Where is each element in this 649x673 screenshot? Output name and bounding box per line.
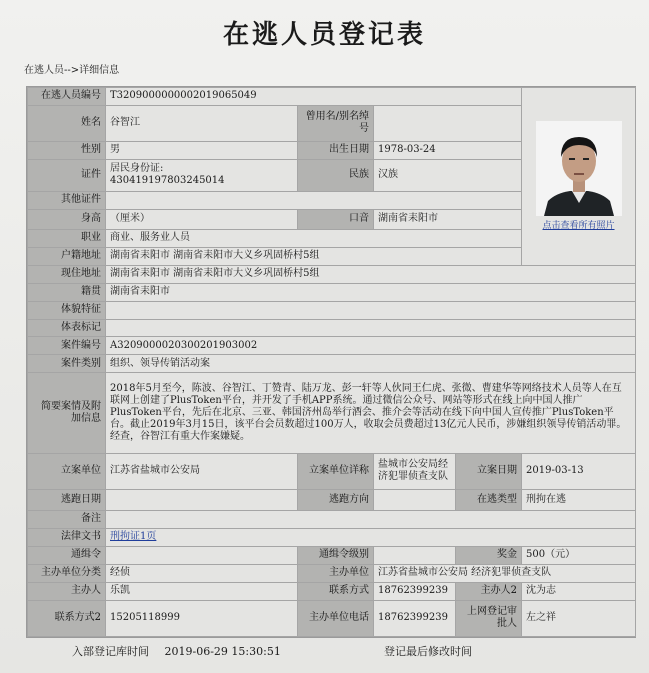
value-case-number: A3209000020300201903002 (106, 337, 636, 355)
value-name: 谷智江 (106, 105, 298, 141)
label-org-phone: 主办单位电话 (298, 600, 374, 636)
value-escape-date (106, 489, 298, 510)
value-summary: 2018年5月至今，陈波、谷智江、丁赞青、陆万龙、彭一轩等人伙同王仁虎、张微、曹建华等网络技术人员等人在互联网上创建了PlusToken平台，并开发了手机APP系统。通过微信公众号、网站等形式在线上向中国人推广PlusToken平台，先后在北京、三亚、韩国济州岛举行酒会、推介会等活动在线下向中国人宣传推广PlusToken平台。截止2019年3月15日，该平台会员数超过100万人，收取会员费超过13亿元人民币，涉嫌组织领导传销活动罪。经查，谷智江有重大作案嫌疑。 (106, 373, 636, 453)
label-wanted: 通缉令 (28, 546, 106, 564)
value-other-cert (106, 191, 522, 209)
value-job: 商业、服务业人员 (106, 229, 522, 247)
label-reward: 奖金 (456, 546, 522, 564)
label-escape-date: 逃跑日期 (28, 489, 106, 510)
value-approver: 左之祥 (522, 600, 636, 636)
label-host2: 主办人2 (456, 582, 522, 600)
label-hukou: 户籍地址 (28, 247, 106, 265)
value-wanted (106, 546, 298, 564)
value-reward: 500（元） (522, 546, 636, 564)
value-body-marks (106, 319, 636, 337)
label-case-unit-detail: 立案单位详称 (298, 453, 374, 489)
label-height: 身高 (28, 209, 106, 229)
label-dob: 出生日期 (298, 141, 374, 159)
label-escape-type: 在逃类型 (456, 489, 522, 510)
label-body-marks: 体表标记 (28, 319, 106, 337)
label-id: 在逃人员编号 (28, 88, 106, 106)
value-contact2: 15205118999 (106, 600, 298, 636)
label-approver: 上网登记审批人 (456, 600, 522, 636)
label-remark: 备注 (28, 510, 106, 528)
page-title: 在逃人员登记表 (222, 20, 426, 50)
label-wanted-grade: 通缉令级别 (298, 546, 374, 564)
value-ethnic: 汉族 (374, 159, 522, 191)
value-case-date: 2019-03-13 (522, 453, 636, 489)
value-dob: 1978-03-24 (374, 141, 522, 159)
label-other-cert: 其他证件 (28, 191, 106, 209)
label-org: 主办单位 (298, 564, 374, 582)
label-accent: 口音 (298, 209, 374, 229)
value-org: 江苏省盐城市公安局 经济犯罪侦查支队 (374, 564, 636, 582)
value-contact1: 18762399239 (374, 582, 456, 600)
value-remark (106, 510, 636, 528)
suspect-portrait[interactable] (536, 121, 622, 216)
label-cert: 证件 (28, 159, 106, 191)
value-features (106, 301, 636, 319)
last-modified (384, 643, 472, 659)
label-legal-doc: 法律文书 (28, 528, 106, 546)
entry-time-label: 入部登记库时间 (72, 645, 149, 658)
label-case-number: 案件编号 (28, 337, 106, 355)
label-name: 姓名 (28, 105, 106, 141)
entry-time-value: 2019-06-29 15:30:51 (164, 645, 281, 658)
value-escape-type: 刑拘在逃 (522, 489, 636, 510)
value-case-unit: 江苏省盐城市公安局 (106, 453, 298, 489)
label-ethnic: 民族 (298, 159, 374, 191)
cert-type: 居民身份证: (110, 163, 164, 175)
value-case-type: 组织、领导传销活动案 (106, 355, 636, 373)
legal-doc-link[interactable]: 刑拘证1页 (110, 531, 157, 543)
view-all-photos-link[interactable]: 点击查看所有照片 (542, 220, 615, 231)
label-contact1: 联系方式 (298, 582, 374, 600)
value-legal-doc (106, 528, 636, 546)
last-modified-label: 登记最后修改时间 (384, 645, 472, 658)
record-table-frame (26, 86, 636, 638)
cert-number: 430419197803245014 (110, 175, 225, 187)
label-contact2: 联系方式2 (28, 600, 106, 636)
entry-time (72, 643, 281, 659)
photo-cell (522, 88, 636, 266)
label-org-type: 主办单位分类 (28, 564, 106, 582)
value-org-phone: 18762399239 (374, 600, 456, 636)
value-escape-direction (374, 489, 456, 510)
value-height: （厘米） (106, 209, 298, 229)
value-cert (106, 159, 298, 191)
value-alias (374, 105, 522, 141)
breadcrumb-link[interactable]: 在逃人员-->详细信息 (24, 65, 120, 76)
label-case-unit: 立案单位 (28, 453, 106, 489)
value-origin: 湖南省耒阳市 (106, 283, 636, 301)
label-case-type: 案件类别 (28, 355, 106, 373)
value-wanted-grade (374, 546, 456, 564)
value-org-type: 经侦 (106, 564, 298, 582)
value-gender: 男 (106, 141, 298, 159)
value-address: 湖南省耒阳市 湖南省耒阳市大义乡巩固桥村5组 (106, 265, 636, 283)
label-job: 职业 (28, 229, 106, 247)
label-case-date: 立案日期 (456, 453, 522, 489)
label-alias: 曾用名/别名绰号 (298, 105, 374, 141)
label-gender: 性别 (28, 141, 106, 159)
value-hukou: 湖南省耒阳市 湖南省耒阳市大义乡巩固桥村5组 (106, 247, 522, 265)
breadcrumb (24, 61, 119, 76)
label-address: 现住地址 (28, 265, 106, 283)
label-features: 体貌特征 (28, 301, 106, 319)
value-id: T3209000000002019065049 (106, 88, 522, 106)
value-host2: 沈为志 (522, 582, 636, 600)
label-escape-direction: 逃跑方向 (298, 489, 374, 510)
value-host1: 乐凯 (106, 582, 298, 600)
value-accent: 湖南省耒阳市 (374, 209, 522, 229)
label-origin: 籍贯 (28, 283, 106, 301)
label-host1: 主办人 (28, 582, 106, 600)
value-case-unit-detail: 盐城市公安局经济犯罪侦查支队 (374, 453, 456, 489)
record-table (27, 87, 636, 637)
label-summary: 简要案情及附加信息 (28, 373, 106, 453)
